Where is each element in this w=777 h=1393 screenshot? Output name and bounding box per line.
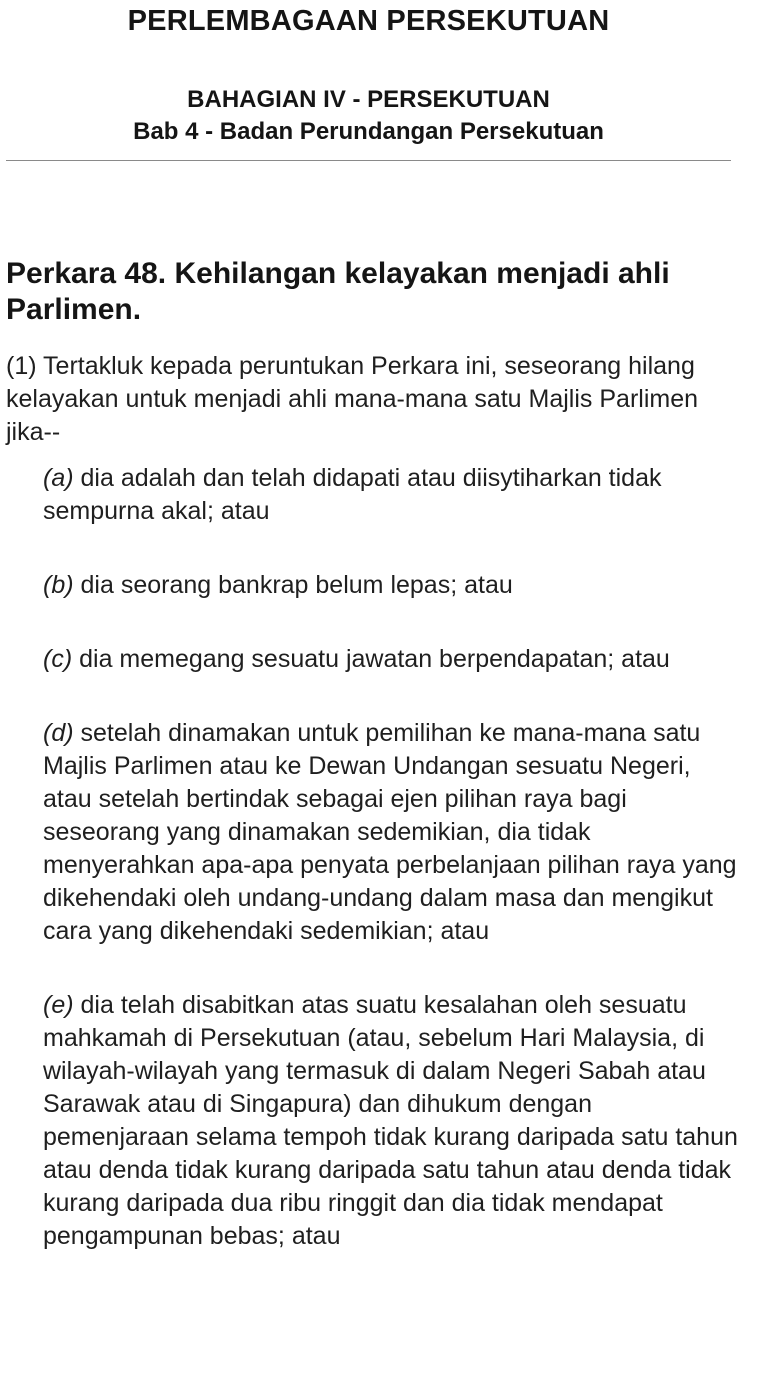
item-marker: (a)	[43, 464, 74, 492]
item-marker: (b)	[43, 571, 74, 599]
chapter-title: Bab 4 - Badan Perundangan Persekutuan	[133, 118, 604, 145]
item-marker: (d)	[43, 719, 74, 747]
item-text: dia memegang sesuatu jawatan berpendapatan; atau	[79, 645, 670, 673]
list-item	[43, 462, 743, 528]
list-item	[43, 643, 743, 676]
list-item	[43, 989, 743, 1253]
document-title: PERLEMBAGAAN PERSEKUTUAN	[127, 5, 610, 37]
list-item	[43, 569, 743, 602]
list-item	[43, 717, 743, 948]
item-marker: (c)	[43, 645, 73, 673]
item-marker: (e)	[43, 991, 74, 1019]
part-title: BAHAGIAN IV - PERSEKUTUAN	[187, 86, 550, 113]
item-text: dia seorang bankrap belum lepas; atau	[80, 571, 513, 599]
item-text: dia adalah dan telah didapati atau diisytiharkan tidak sempurna akal; atau	[43, 464, 662, 525]
article-intro-clause: (1) Tertakluk kepada peruntukan Perkara ini, seseorang hilang kelayakan untuk menjadi ahli mana-mana satu Majlis Parlimen jika--	[6, 352, 699, 446]
item-text: setelah dinamakan untuk pemilihan ke mana-mana satu Majlis Parlimen atau ke Dewan Undangan sesuatu Negeri, atau setelah bertindak sebagai ejen pilihan raya bagi seseorang yang dinamakan sedemikian, dia tidak menyerahkan apa-apa penyata perbelanjaan pilihan raya yang dikehendaki oleh undang-undang dalam masa dan mengikut cara yang dikehendaki sedemikian; atau	[43, 719, 737, 945]
article-heading: Perkara 48. Kehilangan kelayakan menjadi ahli Parlimen.	[6, 257, 670, 326]
clause-list	[43, 462, 743, 1294]
header-divider	[6, 160, 731, 161]
item-text: dia telah disabitkan atas suatu kesalahan oleh sesuatu mahkamah di Persekutuan (atau, sebelum Hari Malaysia, di wilayah-wilayah yang termasuk di dalam Negeri Sabah atau Sarawak atau di Singapura) dan dihukum dengan pemenjaraan selama tempoh tidak kurang daripada satu tahun atau denda tidak kurang daripada satu tahun atau denda tidak kurang daripada dua ribu ringgit dan dia tidak mendapat pengampunan bebas; atau	[43, 991, 738, 1250]
